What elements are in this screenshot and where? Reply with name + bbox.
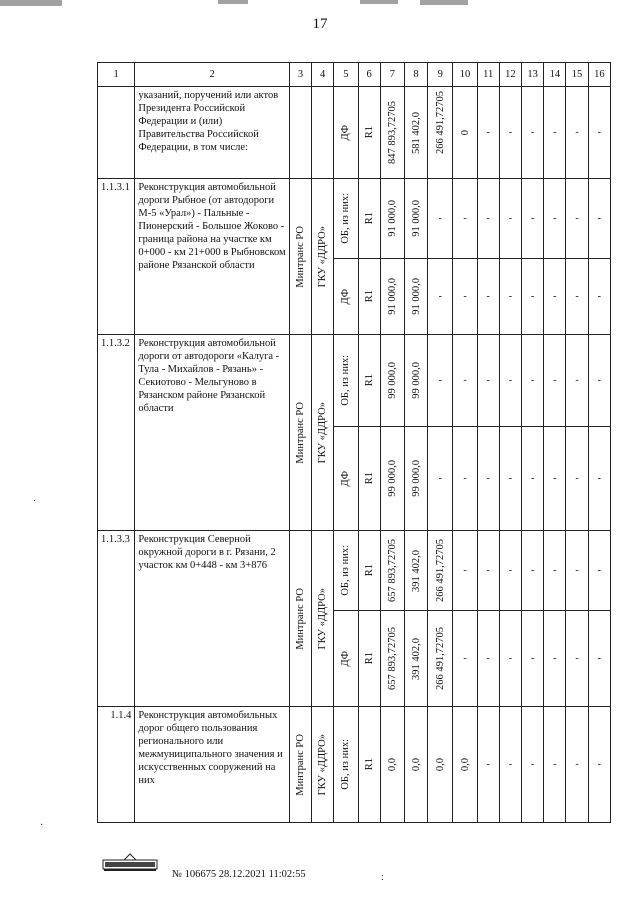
- fund-source: ДФ: [340, 650, 352, 667]
- dash: -: [508, 290, 513, 302]
- dash: -: [575, 212, 579, 224]
- dash: -: [486, 472, 490, 484]
- dash: -: [597, 652, 601, 664]
- header-cell: 14: [544, 63, 566, 87]
- table-row: [98, 335, 611, 427]
- dash: -: [575, 126, 579, 138]
- table-row: [98, 179, 611, 259]
- dash: -: [438, 374, 442, 386]
- dash: -: [508, 374, 513, 386]
- dash: -: [530, 758, 535, 770]
- agency-cell: ГКУ «ДДРО»: [317, 587, 329, 650]
- table-row: [98, 707, 611, 823]
- dash: -: [463, 564, 467, 576]
- fund-source: ОБ, из них:: [340, 739, 352, 790]
- value-cell: 0,0: [410, 757, 422, 772]
- header-cell: 5: [334, 63, 358, 87]
- table-row: [98, 531, 611, 611]
- scan-noise: [0, 0, 62, 6]
- value-cell: 657 893,72705: [386, 539, 398, 602]
- header-cell: 3: [289, 63, 311, 87]
- fund-source: ОБ, из них:: [340, 545, 352, 596]
- dash: -: [530, 126, 535, 138]
- dash: -: [508, 758, 513, 770]
- dash: -: [553, 212, 557, 224]
- dash: -: [486, 374, 490, 386]
- value-cell: 847 893,72705: [386, 101, 398, 164]
- header-cell: 15: [566, 63, 588, 87]
- dash: -: [597, 126, 601, 138]
- dash: -: [575, 652, 579, 664]
- dash: -: [463, 212, 467, 224]
- dash: -: [508, 564, 513, 576]
- dash: -: [553, 290, 557, 302]
- dash: -: [553, 126, 557, 138]
- header-cell: 7: [380, 63, 404, 87]
- dash: -: [575, 290, 579, 302]
- dash: -: [597, 290, 601, 302]
- row-description: Реконструкция автомобильной дороги от автодороги «Калуга - Тула - Михайлов - Рязань» - Секиотово - Мельгуново в Рязанском районе Рязанской области: [135, 335, 290, 531]
- registry-logo-icon: [102, 852, 158, 872]
- value-cell: 99 000,0: [386, 362, 398, 399]
- scan-noise: [360, 0, 398, 4]
- value-cell: 391 402,0: [410, 549, 422, 592]
- dash: -: [508, 212, 513, 224]
- budget-table: [97, 62, 611, 823]
- scan-noise: [420, 0, 468, 5]
- dash: -: [438, 212, 442, 224]
- header-cell: 16: [588, 63, 610, 87]
- header-cell: 13: [522, 63, 544, 87]
- dash: -: [575, 374, 579, 386]
- dash: -: [438, 290, 442, 302]
- code-cell: R1: [363, 290, 375, 303]
- header-cell: 4: [312, 63, 334, 87]
- dash: -: [463, 472, 467, 484]
- row-code: 1.1.3.2: [98, 335, 135, 531]
- code-cell: R1: [363, 564, 375, 577]
- dash: -: [486, 564, 490, 576]
- dash: -: [486, 758, 490, 770]
- dash: -: [530, 564, 535, 576]
- dash: -: [486, 126, 490, 138]
- scan-mark: ·: [40, 820, 44, 831]
- dash: -: [508, 652, 513, 664]
- dash: -: [597, 212, 601, 224]
- row-description: Реконструкция автомобильных дорог общего пользования регионального или межмуниципального значения и искусственных сооружений на них: [135, 707, 290, 823]
- agency-cell: ГКУ «ДДРО»: [317, 733, 329, 796]
- row-code: 1.1.4: [98, 707, 135, 823]
- dash: -: [438, 472, 442, 484]
- fund-source: ОБ, из них:: [340, 193, 352, 244]
- code-cell: R1: [363, 472, 375, 485]
- dash: -: [597, 758, 601, 770]
- value-cell: 657 893,72705: [386, 627, 398, 690]
- value-cell: 91 000,0: [386, 278, 398, 315]
- value-cell: 99 000,0: [410, 362, 422, 399]
- agency-cell: ГКУ «ДДРО»: [317, 225, 329, 288]
- header-cell: 11: [477, 63, 499, 87]
- dash: -: [530, 374, 535, 386]
- code-cell: R1: [363, 374, 375, 387]
- header-cell: 2: [135, 63, 290, 87]
- page-number: 17: [312, 16, 328, 32]
- code-cell: R1: [363, 126, 375, 139]
- value-cell: 0,0: [459, 757, 471, 772]
- fund-source: ОБ, из них:: [340, 355, 352, 406]
- value-cell: 0,0: [434, 757, 446, 772]
- row-code: 1.1.3.1: [98, 179, 135, 335]
- agency-cell: ГКУ «ДДРО»: [317, 401, 329, 464]
- fund-source: ДФ: [340, 288, 352, 305]
- scan-mark: :: [381, 872, 384, 883]
- value-cell: 99 000,0: [410, 460, 422, 497]
- dash: -: [463, 652, 467, 664]
- header-cell: 6: [358, 63, 380, 87]
- value-cell: 91 000,0: [386, 200, 398, 237]
- fund-source: ДФ: [340, 470, 352, 487]
- value-cell: 391 402,0: [410, 637, 422, 680]
- value-cell: 99 000,0: [386, 460, 398, 497]
- fund-source: ДФ: [340, 124, 352, 141]
- ministry-cell: Минтранс РО: [294, 733, 306, 796]
- row-code: 1.1.3.3: [98, 531, 135, 707]
- dash: -: [486, 652, 490, 664]
- scan-mark: ·: [33, 496, 37, 507]
- dash: -: [508, 472, 513, 484]
- dash: -: [553, 564, 557, 576]
- ministry-cell: Минтранс РО: [294, 401, 306, 464]
- value-cell: 91 000,0: [410, 200, 422, 237]
- value-cell: 581 402,0: [410, 111, 422, 154]
- dash: -: [530, 652, 535, 664]
- ministry-cell: Минтранс РО: [294, 225, 306, 288]
- dash: -: [463, 374, 467, 386]
- code-cell: R1: [363, 758, 375, 771]
- row-description: Реконструкция Северной окружной дороги в г. Рязани, 2 участок км 0+448 - км 3+876: [135, 531, 290, 707]
- dash: -: [463, 290, 467, 302]
- header-row: [98, 63, 611, 87]
- dash: -: [530, 472, 535, 484]
- value-cell: 266 491,72705: [434, 539, 446, 602]
- dash: -: [508, 126, 513, 138]
- row-description: Реконструкция автомобильной дороги Рыбное (от автодороги М-5 «Урал») - Пальные - Пионерский - Большое Жоково - граница района на участке км 0+000 - км 21+000 в Рыбновском районе Рязанской области: [135, 179, 290, 335]
- header-cell: 9: [428, 63, 453, 87]
- dash: -: [530, 212, 535, 224]
- value-cell: 91 000,0: [410, 278, 422, 315]
- dash: -: [597, 374, 601, 386]
- dash: -: [597, 564, 601, 576]
- value-cell: 266 491,72705: [434, 91, 446, 154]
- header-cell: 12: [499, 63, 521, 87]
- ministry-cell: Минтранс РО: [294, 587, 306, 650]
- value-cell: 0,0: [386, 757, 398, 772]
- dash: -: [597, 472, 601, 484]
- scan-noise: [218, 0, 248, 4]
- dash: -: [553, 758, 557, 770]
- document-stamp: № 106675 28.12.2021 11:02:55: [172, 869, 306, 880]
- dash: -: [553, 652, 557, 664]
- dash: -: [530, 290, 535, 302]
- header-cell: 1: [98, 63, 135, 87]
- dash: -: [486, 212, 490, 224]
- dash: -: [553, 374, 557, 386]
- dash: -: [486, 290, 490, 302]
- header-cell: 10: [453, 63, 477, 87]
- value-cell: 0: [459, 129, 471, 136]
- value-cell: 266 491,72705: [434, 627, 446, 690]
- dash: -: [575, 564, 579, 576]
- table-row: [98, 87, 611, 179]
- dash: -: [575, 758, 579, 770]
- header-cell: 8: [404, 63, 427, 87]
- code-cell: R1: [363, 652, 375, 665]
- dash: -: [575, 472, 579, 484]
- code-cell: R1: [363, 212, 375, 225]
- row-description: указаний, поручений или актов Президента Российской Федерации и (или) Правительства Российской Федерации, в том числе:: [135, 87, 290, 179]
- dash: -: [553, 472, 557, 484]
